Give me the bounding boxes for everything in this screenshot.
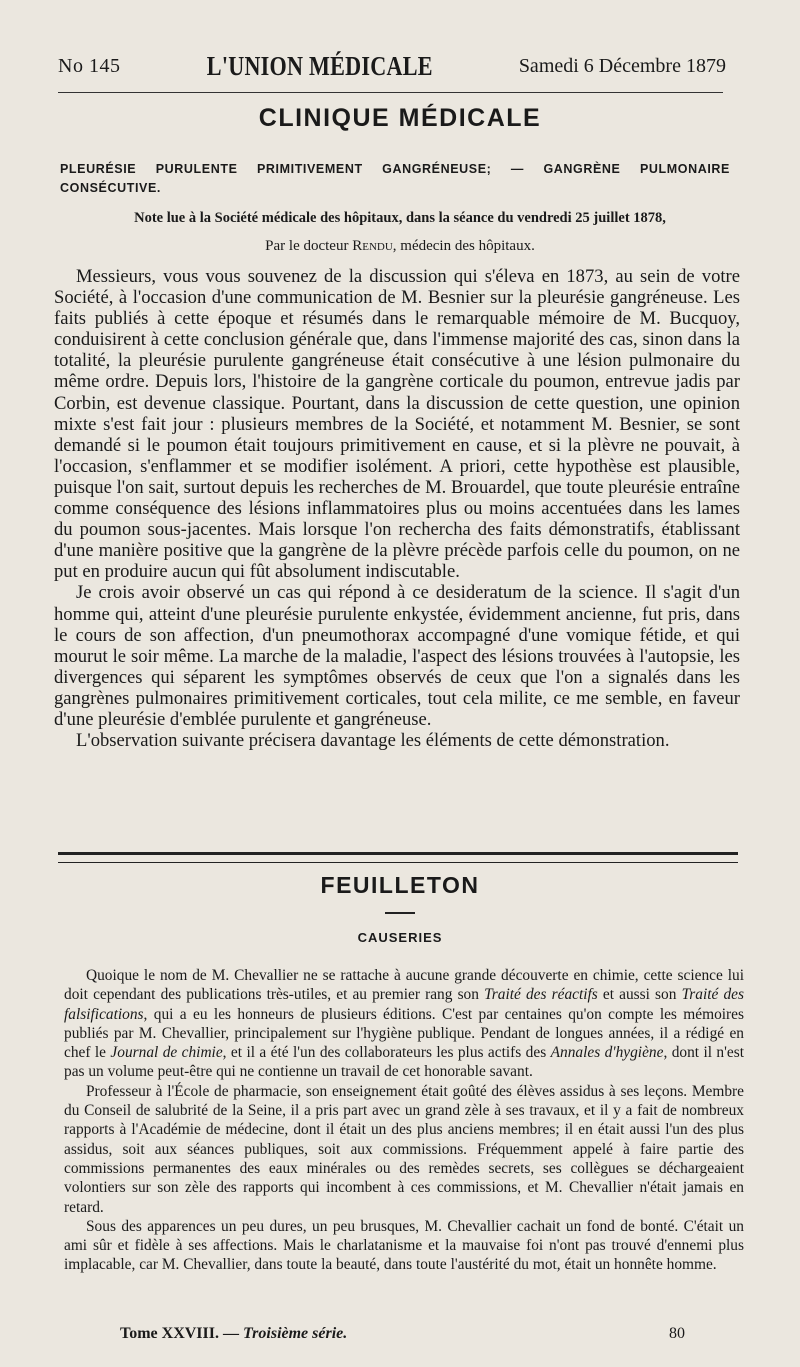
title-rule xyxy=(385,912,415,914)
author-suffix: , médecin des hôpitaux. xyxy=(392,238,535,254)
series-label: Troisième série. xyxy=(242,1325,348,1342)
reading-note: Note lue à la Société médicale des hôpitaux, dans la séance du vendredi 25 juillet 1878, xyxy=(134,210,666,226)
feuilleton-paragraph: Sous des apparences un peu dures, un peu brusques, M. Chevallier cachait un fond de bonté. C'était un ami sûr et fidèle à ses affections. Mais le charlatanisme et la mauvaise foi n'ont pas trouvé d'ennemi plus implacable, car M. Chevallier, dans toute la beauté, dans toute l'austérité du mot, était un honnête homme. xyxy=(64,1217,744,1274)
article-paragraph: Je crois avoir observé un cas qui répond à ce desideratum de la science. Il s'agit d'un homme qui, atteint d'une pleurésie purulente enkystée, évidemment ancienne, fut pris, dans le cours de son affection, d'un pneumothorax accompagné d'une vomique fétide, et qui mourut le soir même. La marche de la maladie, l'aspect des lésions trouvées à l'autopsie, les divergences qui séparent les symptômes observés de ceux que l'on a signalés dans les gangrènes pulmonaires primitivement corticales, tout cela milite, ce me semble, en faveur d'une pleurésie d'emblée purulente et gangréneuse. xyxy=(54,582,740,730)
feuilleton-paragraph xyxy=(64,966,744,1082)
header-rule xyxy=(58,92,723,93)
italic-title: Annales d'hygiène xyxy=(550,1044,664,1062)
italic-title: Traité des falsifications xyxy=(64,986,744,1023)
feuilleton-body xyxy=(64,966,744,1275)
page-header xyxy=(58,44,726,88)
feuilleton-paragraph: Professeur à l'École de pharmacie, son enseignement était goûté des élèves assidus à ses leçons. Membre du Conseil de salubrité de la Seine, il a pris part avec un grand zèle à ses travaux, et il y a fait de nombreux rapports à l'Académie de médecine, dont il était un des plus anciens membres; il en était aussi l'un des plus assidus, soit aux séances publiques, soit aux commissions. Fréquemment appelé à faire partie des commissions permanentes des eaux minérales ou des remèdes secrets, ses collègues se déchargeaient volontiers sur son zèle des rapports qui incombent à ces commissions, et M. Chevallier n'était jamais en retard. xyxy=(64,1082,744,1216)
italic-title: Journal de chimie xyxy=(110,1044,223,1062)
text-run: , qui a eu les honneurs de plusieurs éditions. C'est par centaines qu'on compte les mémoires publiés par M. Chevallier, principalement sur l'hygiène publique. Pendant de longues années, il a rédigé en chef le xyxy=(64,1005,744,1062)
article-body xyxy=(54,266,740,751)
issue-number: No 145 xyxy=(58,54,121,77)
article-paragraph: Messieurs, vous vous souvenez de la discussion qui s'éleva en 1873, au sein de votre Société, à l'occasion d'une communication de M. Besnier sur la pleurésie gangréneuse. Les faits publiés à cette époque et résumés dans le remarquable mémoire de M. Bucquoy, conduisirent à cette conclusion générale que, dans l'immense majorité des cas, sinon dans la totalité, la pleurésie purulente gangréneuse était consécutive à une lésion pulmonaire du même ordre. Depuis lors, l'histoire de la gangrène corticale du poumon, entrevue jadis par Corbin, est devenue classique. Pourtant, dans la discussion de cette question, une opinion mixte s'est fait jour : plusieurs membres de la Société, et notamment M. Besnier, se sont demandé si le poumon était toujours primitivement en cause, et si la plèvre ne pouvait, à l'occasion, s'enflammer et se modifier isolément. A priori, cette hypothèse est plausible, puisque l'on sait, surtout depuis les recherches de M. Brouardel, que toute pleurésie entraîne comme conséquence des lésions inflammatoires plus ou moins accentuées dans les lames du poumon sous-jacentes. Mais lorsque l'on rechercha des faits démonstratifs, établissant d'une manière positive que la gangrène de la plèvre précède parfois celle du poumon, on ne put en produire aucun qui fût absolument indiscutable. xyxy=(54,266,740,583)
issue-date: Samedi 6 Décembre 1879 xyxy=(518,54,726,77)
author-line xyxy=(0,238,800,255)
text-run: et aussi son xyxy=(597,986,682,1004)
text-run: Quoique le nom de M. Chevallier ne se rattache à aucune grande découverte en chimie, cette science lui doit cependant des publications très-utiles, et au premier rang son xyxy=(64,967,744,1004)
page-number: 80 xyxy=(669,1325,685,1342)
article-title: PLEURÉSIE PURULENTE PRIMITIVEMENT GANGRÉNEUSE; — GANGRÈNE PULMONAIRE CONSÉCUTIVE. xyxy=(60,162,730,195)
author-name: Rendu xyxy=(352,238,393,254)
feuilleton-subtitle: CAUSERIES xyxy=(357,930,443,945)
journal-title: L'UNION MÉDICALE xyxy=(206,50,433,81)
text-run: , et il a été l'un des collaborateurs les plus actifs des xyxy=(222,1044,551,1062)
section-divider xyxy=(58,852,738,863)
article-paragraph: L'observation suivante précisera davantage les éléments de cette démonstration. xyxy=(76,730,670,752)
section-title: CLINIQUE MÉDICALE xyxy=(258,104,542,132)
page-footer xyxy=(120,1325,685,1343)
feuilleton-title: FEUILLETON xyxy=(320,872,480,898)
author-prefix: Par le docteur xyxy=(265,238,353,254)
tome-label: Tome XXVIII. — xyxy=(120,1325,243,1342)
tome-line xyxy=(120,1325,347,1343)
italic-title: Traité des réactifs xyxy=(484,986,598,1004)
text-run: , dont il n'est pas un volume peut-être qui ne contienne un travail de cet honorable savant. xyxy=(64,1044,744,1081)
